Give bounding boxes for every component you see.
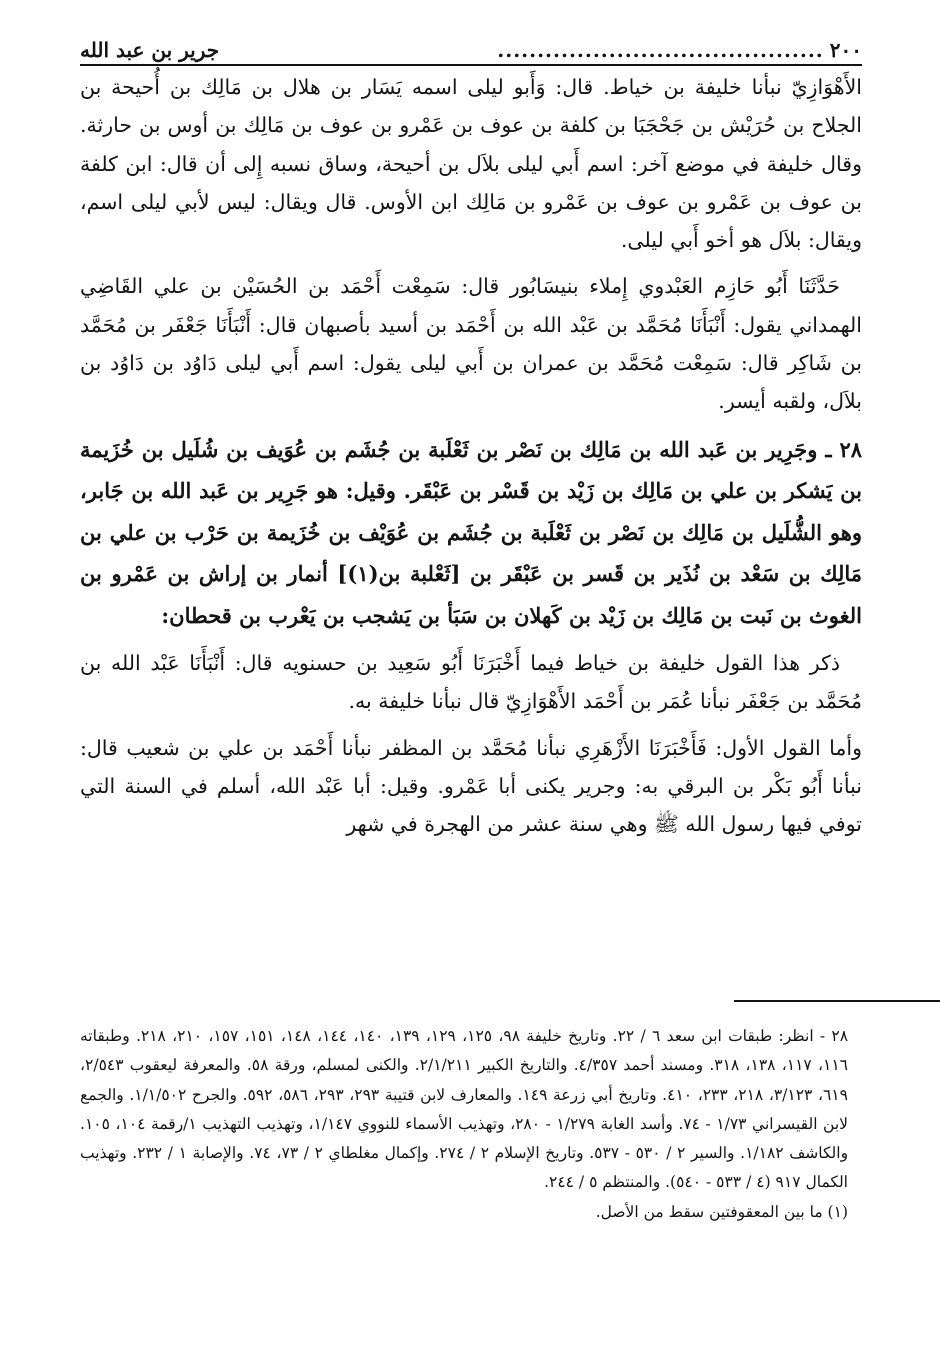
running-title: جرير بن عبد الله [80,38,220,62]
page-number: ٢٠٠ [829,38,862,62]
footnote-rule [734,1000,940,1002]
header-left-group [497,38,862,62]
footnote-28-references: ٢٨ - انظر: طبقات ابن سعد ٦ / ٢٢. وتاريخ خليفة ٩٨، ١٢٥، ١٢٩، ١٣٩، ١٤٠، ١٤٤، ١٤٨، ١٥١، ١٥٧، ٢١٠، ٢١٨. وطبقاته ١١٦، ١١٧، ١٣٨، ٣١٨. ومسند أحمد ٤/٣٥٧. والتاريخ الكبير ٢/١/٢١١. والكنى لمسلم، ورقة ٥٨. والمعرفة ليعقوب ٢/٥٤٣، ٦١٩، ٣/١٢٣، ٢١٨، ٢٣٣، ٤١٠. وتاريخ أبي زرعة ١٤٩. والمعارف لابن قتيبة ٢٩٣، ٢٩٣، ٥٨٦، ٥٩٢. والجرح ١/١/٥٠٢. والجمع لابن القيسراني ١/٧٣ - ٧٤. وأسد الغابة ١/٢٧٩ - ٢٨٠، وتهذيب الأسماء للنووي ١/١٤٧، وتهذيب التهذيب ١/رقمة ١٠٤، ١٠٥. والكاشف ١/١٨٢. والسير ٢ / ٥٣٠ - ٥٣٧. وتاريخ الإسلام ٢ / ٢٧٤. وإكمال مغلطاي ٢ / ٧٣، ٧٤. والإصابة ١ / ٢٣٢. وتهذيب الكمال ٩١٧ (٤ / ٥٣٣ - ٥٤٠). والمنتظم ٥ / ٢٤٤. [80,1027,849,1192]
header-dots: ......................................... [497,38,824,62]
paragraph-abu-hazim-narration: حَدَّثَنَا أَبُو حَازِم العَبْدوي إِملاء بنيسَابُور قال: سَمِعْت أَحْمَد بن الحُسَيْن بن علي القَاضِي الهمداني يقول: أَنْبَأَنَا مُحَمَّد بن عَبْد الله بن أَحْمَد بن أسيد بأصبهان قال: أَنْبَأَنَا جَعْفَر بن مُحَمَّد بن شَاكِر قال: سَمِعْت مُحَمَّد بن عمران بن أَبي ليلى يقول: اسم أَبي ليلى دَاوُد بن دَاوُد بن بلاَل، ولقبه أيسر. [80,274,862,414]
footnote-1: (١) ما بين المعقوفتين سقط من الأصل. [595,1202,848,1221]
paragraph-first-opinion: وأما القول الأول: فَأَخْبَرَنَا الأَزْهَرِي نبأنا مُحَمَّد بن المظفر نبأنا أَحْمَد بن علي بن شعيب قال: نبأنا أَبُو بَكْر بن البرقي به: وجرير يكنى أبا عَمْرو. وقيل: أبا عَبْد الله، أسلم في السنة التي توفي فيها رسول الله ﷺ وهي سنة عشر من الهجرة في شهر [80,735,862,837]
footnotes [80,1022,848,1227]
page-header [80,28,862,66]
paragraph-khalifa-narration: ذكر هذا القول خليفة بن خياط فيما أَخْبَرَنَا أَبُو سَعِيد بن حسنويه قال: أَنْبَأَنَا عَبْد الله بن مُحَمَّد بن جَعْفَر نبأنا عُمَر بن أَحْمَد الأَهْوَازِيّ قال نبأنا خليفة به. [80,651,862,714]
paragraph-abu-layla-lineage: الأَهْوَازِيّ نبأنا خليفة بن خياط. قال: وَأَبو ليلى اسمه يَسَار بن هلال بن مَالِك بن أُحيحة بن الجلاح بن حُرَيْش بن جَحْجَبَا بن كلفة بن عوف بن عَمْرو بن عوف بن مَالِك بن أوس بن حارثة. وقال خليفة في موضع آخر: اسم أَبي ليلى بلاَل بن أحيحة، وساق نسبه إِلى أن قال: ابن كلفة بن عوف بن عَمْرو بن عوف بن عَمْرو بن مَالِك ابن الأوس. قال ويقال: ليس لأبي ليلى اسم، ويقال: بلاَل هو أخو أَبي ليلى. [80,75,862,253]
entry-28-jarir-lineage: ٢٨ ـ وجَرِير بن عَبد الله بن مَالِك بن نَصْر بن ثَعْلَبة بن جُشَم بن عُوَيف بن شُلَيل بن خُزَيمة بن يَشكر بن علي بن مَالِك بن زَيْد بن قَسْر بن عَبْقَر. وقيل: هو جَرِير بن عَبد الله بن جَابر، وهو الشُّلَيل بن مَالِك بن نَصْر بن ثَعْلَبة بن جُشَم بن عُوَيْف بن خُزَيمة بن حَرْب بن علي بن مَالِك بن سَعْد بن نُذَير بن قَسر بن عَبْقَر بن [ثَعْلبة بن(١)] أنمار بن إراش بن عَمْرو بن الغوث بن نَبت بن مَالِك بن زَيْد بن كَهلان بن سَبَأ بن يَشجب بن يَعْرب بن قحطان: [80,436,863,628]
main-text [80,68,862,844]
